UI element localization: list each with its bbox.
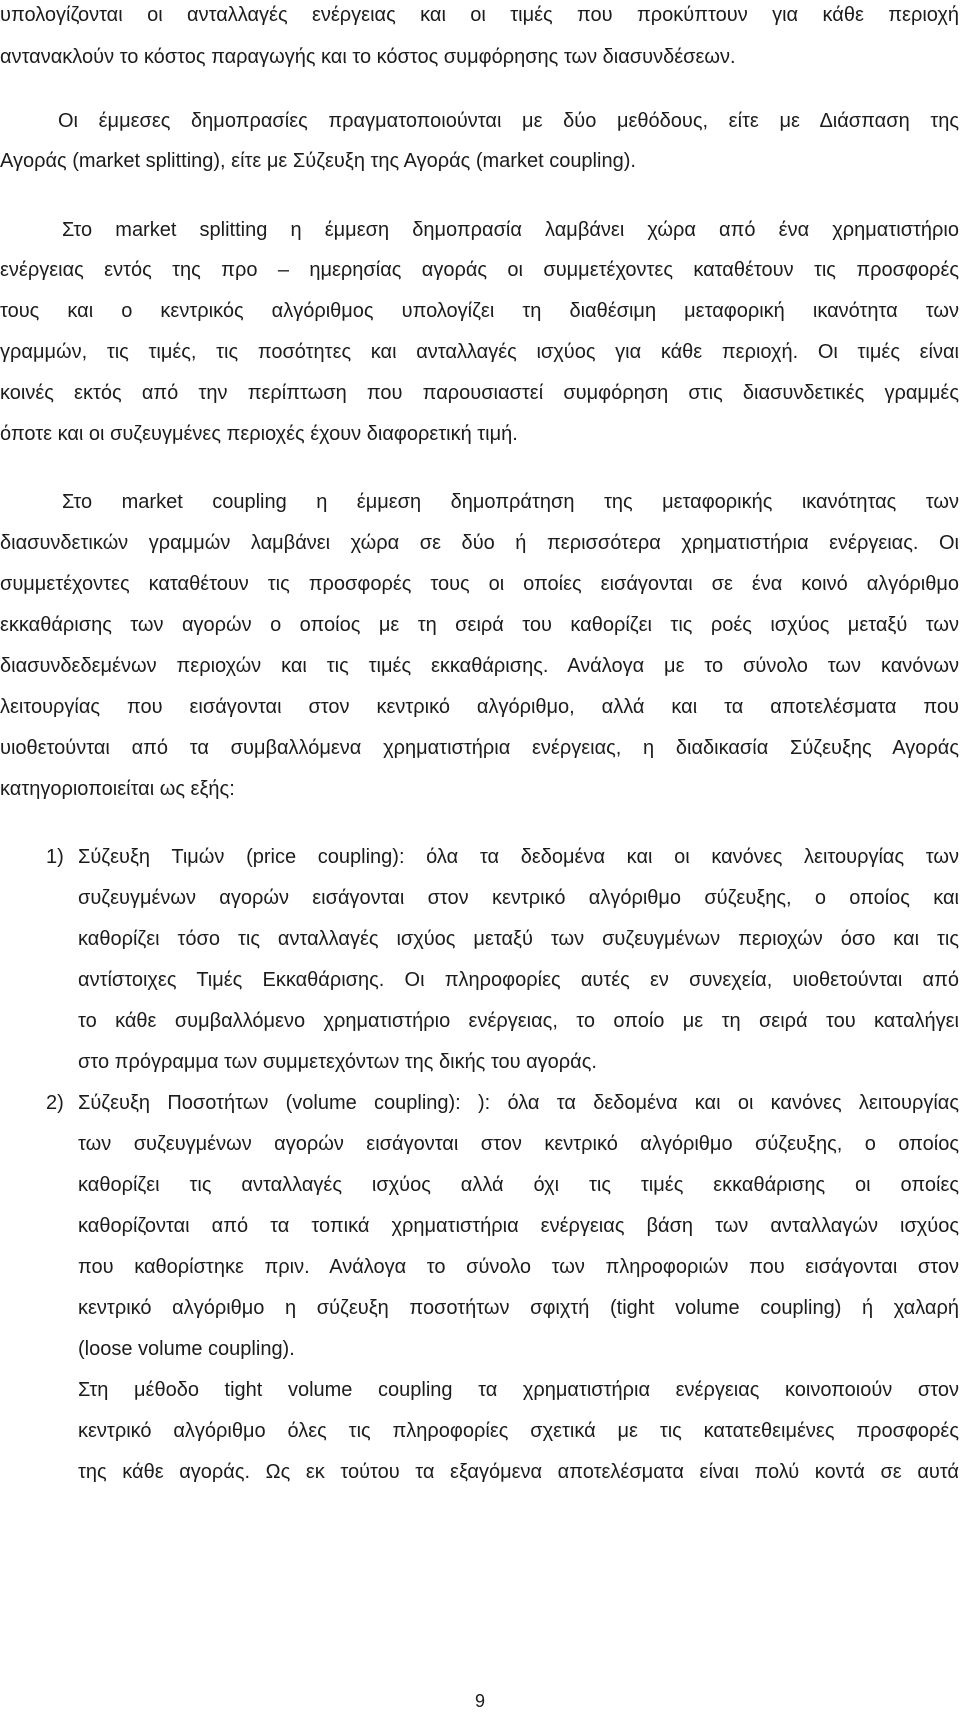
text-line: κεντρικό αλγόριθμο όλες τις πληροφορίες σχετικά με τις κατατεθειμένες προσφορές (78, 1420, 959, 1442)
text-line: που καθορίστηκε πριν. Ανάλογα το σύνολο των πληροφοριών που εισάγονται στον (78, 1256, 959, 1278)
text-line: λειτουργίας που εισάγονται στον κεντρικό αλγόριθμο, αλλά και τα αποτελέσματα που (0, 696, 959, 718)
text-line: συμμετέχοντες καταθέτουν τις προσφορές τους οι οποίες εισάγονται σε ένα κοινό αλγόριθμο (0, 573, 959, 595)
text-line: το κάθε συμβαλλόμενο χρηματιστήριο ενέργειας, το οποίο με τη σειρά του καταλήγει (78, 1010, 959, 1032)
text-line: αντίστοιχες Τιμές Εκκαθάρισης. Οι πληροφορίες αυτές εν συνεχεία, υιοθετούνται από (78, 969, 959, 991)
text-line: εκκαθάρισης των αγορών ο οποίος με τη σειρά του καθορίζει τις ροές ισχύος μεταξύ των (0, 614, 959, 636)
text-line: διασυνδεδεμένων περιοχών και τις τιμές εκκαθάρισης. Ανάλογα με το σύνολο των κανόνων (0, 655, 959, 677)
text-line: Αγοράς (market splitting), είτε με Σύζευξη της Αγοράς (market coupling). (0, 150, 636, 172)
text-line: αντανακλούν το κόστος παραγωγής και το κόστος συμφόρησης των διασυνδέσεων. (0, 46, 736, 68)
text-line: της κάθε αγοράς. Ως εκ τούτου τα εξαγόμενα αποτελέσματα είναι πολύ κοντά σε αυτά (78, 1461, 959, 1483)
text-line: Στη μέθοδο tight volume coupling τα χρηματιστήρια ενέργειας κοινοποιούν στον (78, 1379, 959, 1401)
text-line: κοινές εκτός από την περίπτωση που παρουσιαστεί συμφόρηση στις διασυνδετικές γραμμές (0, 382, 959, 404)
text-line: Στο market coupling η έμμεση δημοπράτηση της μεταφορικής ικανότητας των (62, 491, 959, 513)
text-line: καθορίζει τόσο τις ανταλλαγές ισχύος μεταξύ των συζευγμένων περιοχών όσο και τις (78, 928, 959, 950)
text-line: Σύζευξη Τιμών (price coupling): όλα τα δεδομένα και οι κανόνες λειτουργίας των (78, 846, 959, 868)
text-line: καθορίζονται από τα τοπικά χρηματιστήρια ενέργειας βάση των ανταλλαγών ισχύος (78, 1215, 959, 1237)
text-line: Οι έμμεσες δημοπρασίες πραγματοποιούνται με δύο μεθόδους, είτε με Διάσπαση της (58, 110, 959, 132)
text-line: κεντρικό αλγόριθμο η σύζευξη ποσοτήτων σφιχτή (tight volume coupling) ή χαλαρή (78, 1297, 959, 1319)
text-line: διασυνδετικών γραμμών λαμβάνει χώρα σε δύο ή περισσότερα χρηματιστήρια ενέργειας. Οι (0, 532, 959, 554)
text-line: στο πρόγραμμα των συμμετεχόντων της δικής του αγοράς. (78, 1051, 597, 1073)
text-line: υιοθετούνται από τα συμβαλλόμενα χρηματιστήρια ενέργειας, η διαδικασία Σύζευξης Αγοράς (0, 737, 959, 759)
text-line: (loose volume coupling). (78, 1338, 295, 1360)
text-line: τους και ο κεντρικός αλγόριθμος υπολογίζει τη διαθέσιμη μεταφορική ικανότητα των (0, 300, 959, 322)
text-line: καθορίζει τις ανταλλαγές ισχύος αλλά όχι τις τιμές εκκαθάρισης οι οποίες (78, 1174, 959, 1196)
text-line: συζευγμένων αγορών εισάγονται στον κεντρικό αλγόριθμο σύζευξης, ο οποίος και (78, 887, 959, 909)
text-line: όποτε και οι συζευγμένες περιοχές έχουν διαφορετική τιμή. (0, 423, 518, 445)
text-line: Στο market splitting η έμμεση δημοπρασία λαμβάνει χώρα από ένα χρηματιστήριο (62, 219, 959, 241)
text-line: των συζευγμένων αγορών εισάγονται στον κεντρικό αλγόριθμο σύζευξης, ο οποίος (78, 1133, 959, 1155)
text-line: γραμμών, τις τιμές, τις ποσότητες και ανταλλαγές ισχύος για κάθε περιοχή. Οι τιμές είναι (0, 341, 959, 363)
text-line: υπολογίζονται οι ανταλλαγές ενέργειας και οι τιμές που προκύπτουν για κάθε περιοχή (0, 4, 959, 26)
text-line: ενέργειας εντός της προ – ημερησίας αγοράς οι συμμετέχοντες καταθέτουν τις προσφορές (0, 259, 959, 281)
text-line: κατηγοριοποιείται ως εξής: (0, 778, 235, 800)
list-marker: 1) (46, 846, 64, 868)
list-marker: 2) (46, 1092, 64, 1114)
page-number: 9 (474, 1691, 485, 1711)
text-line: Σύζευξη Ποσοτήτων (volume coupling): ): όλα τα δεδομένα και οι κανόνες λειτουργίας (78, 1092, 959, 1114)
